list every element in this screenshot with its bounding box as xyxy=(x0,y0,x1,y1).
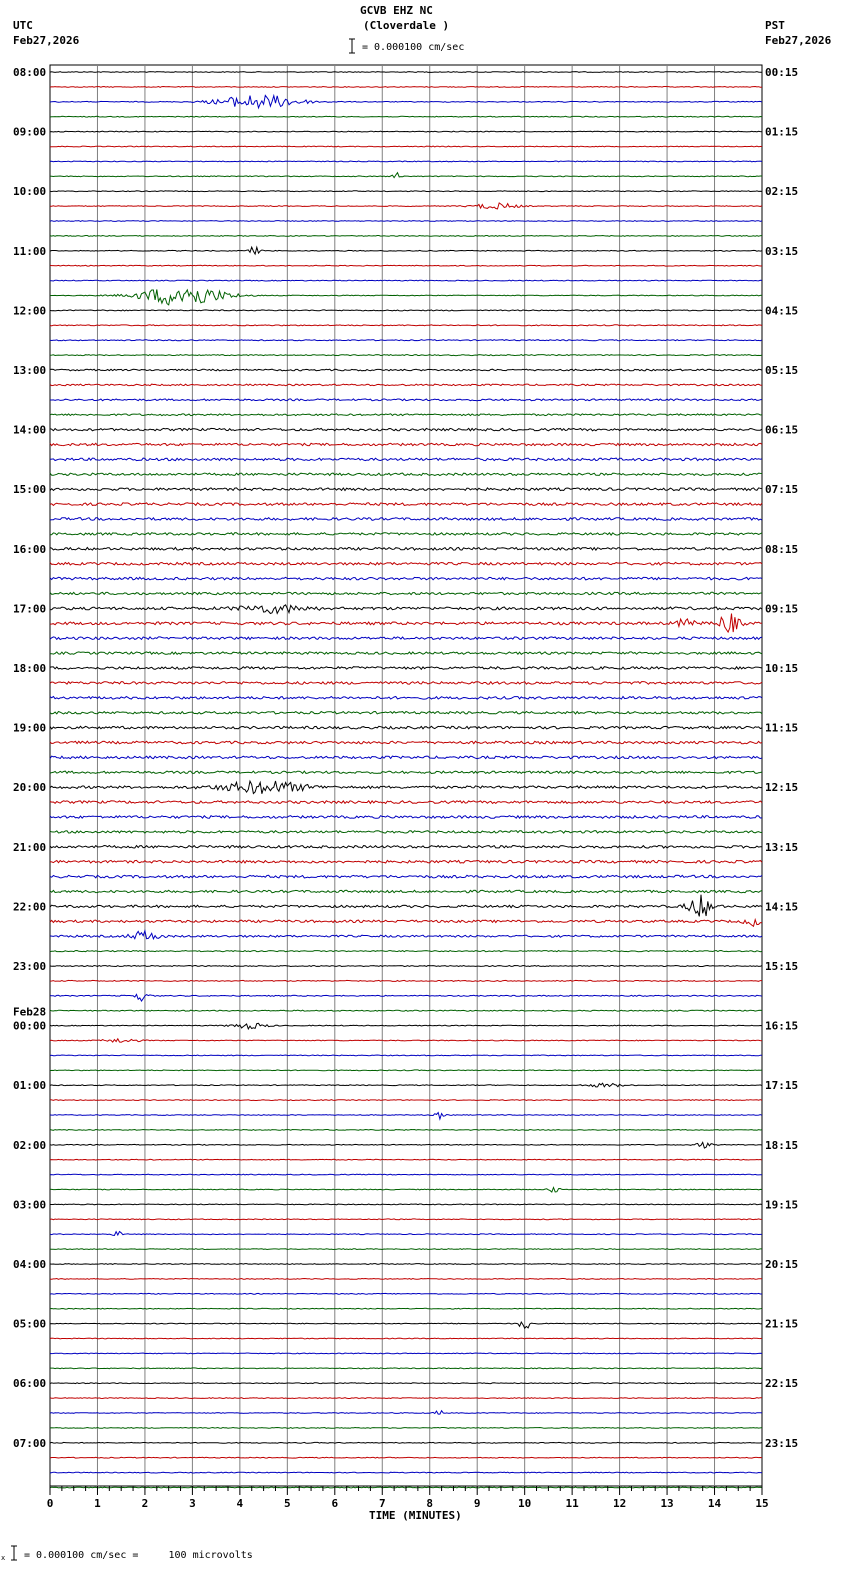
left-hour-label: 05:00 xyxy=(13,1317,47,1331)
x-tick-label: 1 xyxy=(94,1497,101,1510)
station-location: (Cloverdale ) xyxy=(363,19,450,32)
right-hour-label: 11:15 xyxy=(765,721,799,735)
trace-row xyxy=(50,518,762,521)
trace-row xyxy=(50,1070,762,1071)
x-tick-label: 8 xyxy=(426,1497,434,1510)
left-hour-label: 11:00 xyxy=(13,244,47,258)
x-tick-label: 6 xyxy=(331,1497,339,1510)
left-hour-label: 19:00 xyxy=(13,721,47,735)
left-hour-label: 13:00 xyxy=(13,364,47,377)
trace-row xyxy=(50,1249,762,1250)
trace-row xyxy=(50,637,762,640)
left-hour-label: 21:00 xyxy=(13,840,47,854)
trace-row xyxy=(50,1383,762,1384)
trace-row xyxy=(50,951,762,952)
trace-row xyxy=(50,1130,762,1131)
right-hour-label: 08:15 xyxy=(765,542,799,556)
trace-row xyxy=(50,562,762,565)
trace-row xyxy=(50,146,762,147)
trace-row xyxy=(50,384,762,386)
left-hour-label: 03:00 xyxy=(13,1198,47,1212)
right-hour-label: 21:15 xyxy=(765,1317,799,1331)
trace-row xyxy=(50,428,762,430)
left-hour-label: 14:00 xyxy=(13,423,47,437)
trace-row xyxy=(50,1204,762,1205)
plot-frame xyxy=(50,65,762,1486)
trace-row xyxy=(50,399,762,401)
trace-row xyxy=(50,203,762,209)
trace-row xyxy=(50,355,762,356)
x-tick-label: 9 xyxy=(473,1497,481,1510)
left-hour-label: 00:00 xyxy=(13,1019,47,1033)
right-hour-label: 20:15 xyxy=(765,1258,799,1271)
left-hour-label: 17:00 xyxy=(13,602,47,616)
left-hour-label: 20:00 xyxy=(13,781,47,795)
right-hour-label: 15:15 xyxy=(765,960,799,973)
trace-row xyxy=(50,1188,762,1193)
trace-row xyxy=(50,577,762,580)
trace-row xyxy=(50,1442,762,1443)
left-hour-label: 09:00 xyxy=(13,125,47,139)
trace-row xyxy=(50,191,762,192)
x-tick-label: 13 xyxy=(660,1497,674,1510)
right-hour-label: 19:15 xyxy=(765,1198,799,1212)
scale-bar-icon xyxy=(349,39,355,53)
trace-row xyxy=(50,920,762,927)
trace-row xyxy=(50,1100,762,1101)
x-tick-label: 15 xyxy=(755,1497,769,1510)
right-hour-label: 17:15 xyxy=(765,1079,799,1093)
left-date: Feb27,2026 xyxy=(13,34,80,47)
left-hour-label: 07:00 xyxy=(13,1436,47,1450)
trace-row xyxy=(50,548,762,551)
right-hour-label: 16:15 xyxy=(765,1019,799,1033)
trace-row xyxy=(50,846,762,849)
trace-row xyxy=(50,1113,762,1120)
trace-row xyxy=(50,614,762,633)
x-tick-label: 3 xyxy=(189,1497,196,1510)
x-axis-label: TIME (MINUTES) xyxy=(369,1509,462,1522)
trace-row xyxy=(50,860,762,863)
left-hour-label: 06:00 xyxy=(13,1377,47,1391)
trace-row xyxy=(50,1142,762,1148)
trace-row xyxy=(50,1472,762,1473)
trace-row xyxy=(50,265,762,266)
chart-title: GCVB EHZ NC xyxy=(360,4,433,17)
trace-row xyxy=(50,1159,762,1160)
trace-row xyxy=(50,980,762,981)
trace-row xyxy=(50,1368,762,1369)
footer-scale-bar-icon xyxy=(11,1546,17,1560)
right-hour-label: 23:15 xyxy=(765,1436,799,1450)
trace-row xyxy=(50,712,762,714)
x-tick-label: 11 xyxy=(565,1497,579,1510)
trace-row xyxy=(50,781,762,794)
trace-row xyxy=(50,1264,762,1265)
right-hour-label: 10:15 xyxy=(765,662,799,675)
right-hour-label: 00:15 xyxy=(765,66,799,79)
trace-row xyxy=(50,1055,762,1056)
left-hour-label: 15:00 xyxy=(13,483,47,497)
right-hour-label: 02:15 xyxy=(765,185,799,199)
trace-row xyxy=(50,816,762,819)
trace-row xyxy=(50,310,762,311)
trace-row xyxy=(50,1322,762,1328)
trace-row xyxy=(50,652,762,654)
left-hour-label: 18:00 xyxy=(13,662,47,675)
trace-row xyxy=(50,1083,762,1087)
trace-row xyxy=(50,605,762,614)
trace-row xyxy=(50,831,762,833)
trace-row xyxy=(50,488,762,491)
trace-row xyxy=(50,682,762,685)
trace-row xyxy=(50,173,762,178)
trace-row xyxy=(50,1219,762,1220)
right-hour-label: 07:15 xyxy=(765,483,799,497)
right-hour-label: 06:15 xyxy=(765,423,799,437)
x-tick-label: 5 xyxy=(284,1497,291,1510)
x-tick-label: 10 xyxy=(518,1497,532,1510)
trace-row xyxy=(50,340,762,341)
trace-row xyxy=(50,95,762,108)
footer-corner-mark: x xyxy=(1,1554,6,1562)
trace-row xyxy=(50,247,762,254)
trace-row xyxy=(50,1398,762,1399)
trace-row xyxy=(50,87,762,88)
trace-row xyxy=(50,1023,762,1029)
right-hour-label: 22:15 xyxy=(765,1377,799,1391)
right-hour-label: 09:15 xyxy=(765,602,799,616)
trace-row xyxy=(50,592,762,594)
left-hour-label: 08:00 xyxy=(13,66,47,79)
x-tick-label: 14 xyxy=(707,1497,722,1510)
trace-row xyxy=(50,771,762,773)
x-tick-label: 7 xyxy=(378,1497,386,1510)
scale-label: = 0.000100 cm/sec xyxy=(362,42,465,53)
trace-row xyxy=(50,116,762,117)
left-hour-label: 10:00 xyxy=(13,185,47,199)
trace-row xyxy=(50,1338,762,1339)
trace-row xyxy=(50,966,762,967)
right-hour-label: 05:15 xyxy=(765,364,799,377)
trace-row xyxy=(50,473,762,475)
trace-row xyxy=(50,741,762,744)
trace-row xyxy=(50,503,762,506)
right-hour-label: 04:15 xyxy=(765,304,799,318)
trace-row xyxy=(50,1353,762,1354)
trace-row xyxy=(50,280,762,281)
trace-row xyxy=(50,1174,762,1175)
trace-row xyxy=(50,458,762,461)
trace-row xyxy=(50,756,762,759)
left-hour-label: 22:00 xyxy=(13,900,47,914)
left-hour-label: 02:00 xyxy=(13,1138,47,1152)
trace-row xyxy=(50,875,762,878)
right-date: Feb27,2026 xyxy=(765,34,832,47)
x-tick-label: 0 xyxy=(46,1497,54,1510)
trace-row xyxy=(50,801,762,804)
trace-row xyxy=(50,931,762,939)
trace-row xyxy=(50,443,762,445)
trace-row xyxy=(50,667,762,670)
x-tick-label: 12 xyxy=(612,1497,627,1510)
right-timezone: PST xyxy=(765,19,785,32)
trace-row xyxy=(50,697,762,700)
trace-row xyxy=(50,1039,762,1042)
trace-row xyxy=(50,1010,762,1011)
left-hour-label: 23:00 xyxy=(13,960,47,973)
left-timezone: UTC xyxy=(13,19,33,32)
trace-row xyxy=(50,726,762,729)
left-hour-label: 01:00 xyxy=(13,1079,47,1093)
right-hour-label: 12:15 xyxy=(765,781,799,795)
x-tick-label: 4 xyxy=(236,1497,244,1510)
trace-row xyxy=(50,1411,762,1414)
trace-row xyxy=(50,1308,762,1309)
trace-row xyxy=(50,131,762,132)
trace-row xyxy=(50,325,762,326)
left-hour-label: 16:00 xyxy=(13,542,47,556)
trace-row xyxy=(50,290,762,305)
trace-row xyxy=(50,1293,762,1294)
right-hour-label: 14:15 xyxy=(765,900,799,914)
trace-row xyxy=(50,1232,762,1236)
trace-row xyxy=(50,414,762,416)
left-hour-label: 12:00 xyxy=(13,304,47,318)
footer-scale-label: = 0.000100 cm/sec = 100 microvolts xyxy=(24,1550,253,1561)
trace-row xyxy=(50,236,762,237)
right-hour-label: 01:15 xyxy=(765,125,799,139)
left-hour-label: 04:00 xyxy=(13,1258,47,1271)
trace-row xyxy=(50,369,762,371)
trace-row xyxy=(50,72,762,73)
date-change-label: Feb28 xyxy=(13,1005,47,1019)
x-tick-label: 2 xyxy=(141,1497,149,1510)
trace-row xyxy=(50,890,762,892)
trace-row xyxy=(50,221,762,222)
trace-row xyxy=(50,895,762,917)
trace-row xyxy=(50,994,762,1001)
trace-row xyxy=(50,1428,762,1429)
right-hour-label: 13:15 xyxy=(765,840,799,854)
trace-row xyxy=(50,1279,762,1280)
right-hour-label: 03:15 xyxy=(765,244,799,258)
trace-row xyxy=(50,1457,762,1458)
trace-row xyxy=(50,161,762,162)
trace-row xyxy=(50,533,762,535)
right-hour-label: 18:15 xyxy=(765,1138,799,1152)
